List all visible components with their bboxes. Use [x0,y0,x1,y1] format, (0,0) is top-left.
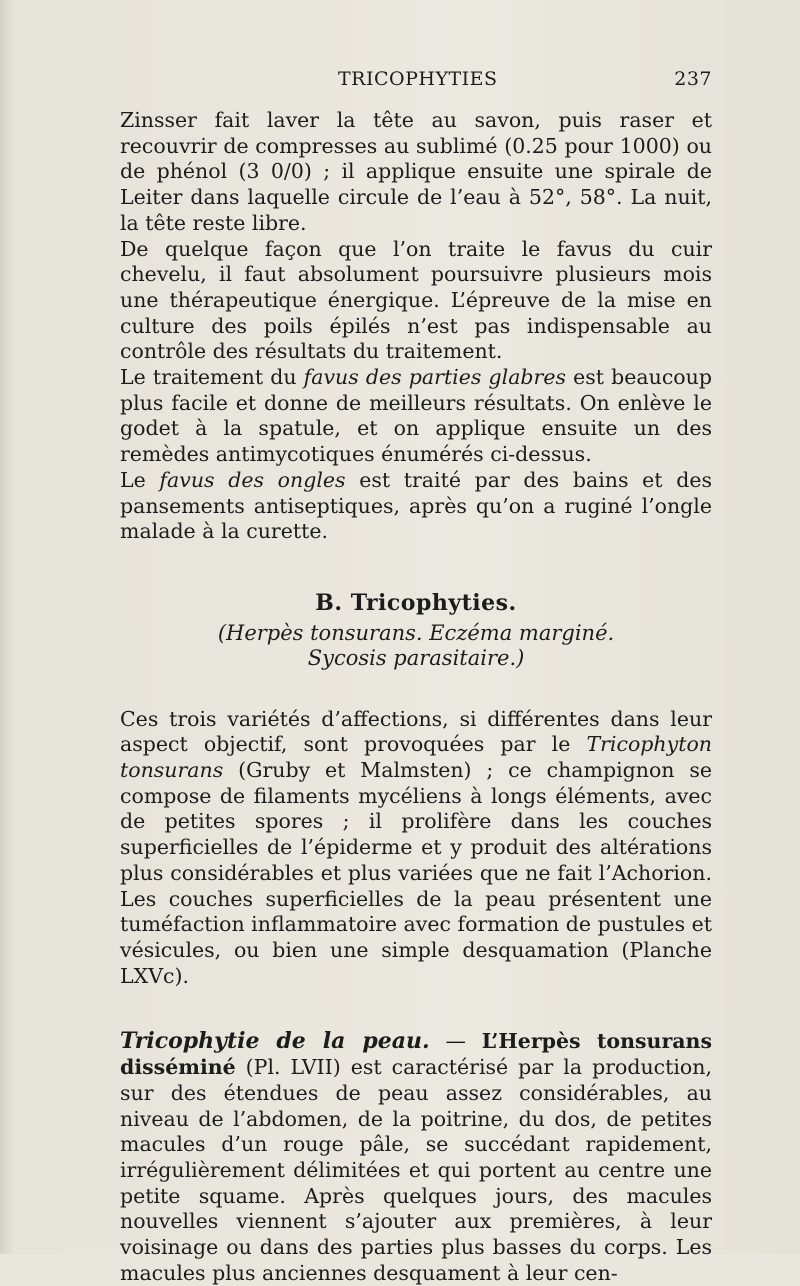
text-segment: est beaucoup plus facile et donne de meilleurs résultats. On enlève le godet à la spatule, et on applique ensuite un des remèdes antimycotiques énumérés ci-dessus. [120,365,712,467]
paragraph-zinsser: Zinsser fait laver la tête au savon, puis raser et recouvrir de compresses au sublimé (0.25 pour 1000) ou de phénol (3 0/0) ; il applique ensuite une spirale de Leiter dans laquelle circule de l’eau à 52°, 58°. La nuit, la tête reste libre. [120,108,712,235]
paragraph-favus-parties-glabres [120,365,712,468]
paragraph-tricophytie-peau [120,1029,712,1286]
italic-term: Tricophyton tonsurans [120,732,712,783]
text-segment: Le [120,467,160,492]
section-subtitle [120,621,712,671]
paragraph-favus-cuir-chevelu: De quelque façon que l’on traite le favus du cuir chevelu, il faut absolument poursuivre plusieurs mois une thérapeutique énergique. L’épreuve de la mise en culture des poils épilés n’est pas indispensable au contrôle des résultats du traitement. [120,236,712,364]
subsection-heading: Tricophytie de la peau. [120,1028,430,1055]
italic-term: favus des ongles [159,467,346,492]
page-body [120,108,712,1286]
text-segment: Le traitement du [120,365,304,390]
text-segment: Ces trois variétés d’affections, si différentes dans leur aspect objectif, sont provoquées par le [120,706,712,757]
spacer [120,989,712,1029]
running-title: TRICOPHYTIES [338,68,498,90]
subtitle-line: (Herpès tonsurans. Eczéma marginé. [217,620,615,645]
paragraph-favus-ongles [120,468,712,545]
paragraph-trois-varietes [120,707,712,990]
text-segment: (Pl. LVII) est caractérisé par la production, sur des étendues de peau assez considérables, au niveau de l’abdomen, de la poitrine, du dos, de petites macules d’un rouge pâle, se succédant rapidement, irrégulièrement délimitées et qui portent au centre une petite squame. Après quelques jours, des macules nouvelles viennent s’ajouter aux premières, à leur voisinage ou dans des parties plus basses du corps. Les macules plus anciennes desquament à leur cen- [120,1055,712,1285]
subtitle-line: Sycosis parasitaire.) [307,645,525,670]
bold-term: L’Herpès tonsurans disséminé [120,1029,712,1080]
section-title: B. Tricophyties. [315,589,517,616]
text-segment: (Gruby et Malmsten) ; ce champignon se compose de filaments mycéliens à longs éléments, avec de petites spores ; il prolifère dans les couches superficielles de l’épiderme et y produit des altérations plus considérables et plus variées que ne fait l’Achorion. Les couches superficielles de la peau présentent une tuméfaction inflammatoire avec formation de pustules et vésicules, ou bien une simple desquamation (Planche LXVc). [120,758,712,988]
text-segment: est traité par des bains et des pansements antiseptiques, après qu’on a ruginé l’ongle malade à la curette. [120,467,712,544]
italic-term: favus des parties glabres [303,365,566,390]
page-number: 237 [674,68,712,90]
dash: — [429,1029,482,1054]
